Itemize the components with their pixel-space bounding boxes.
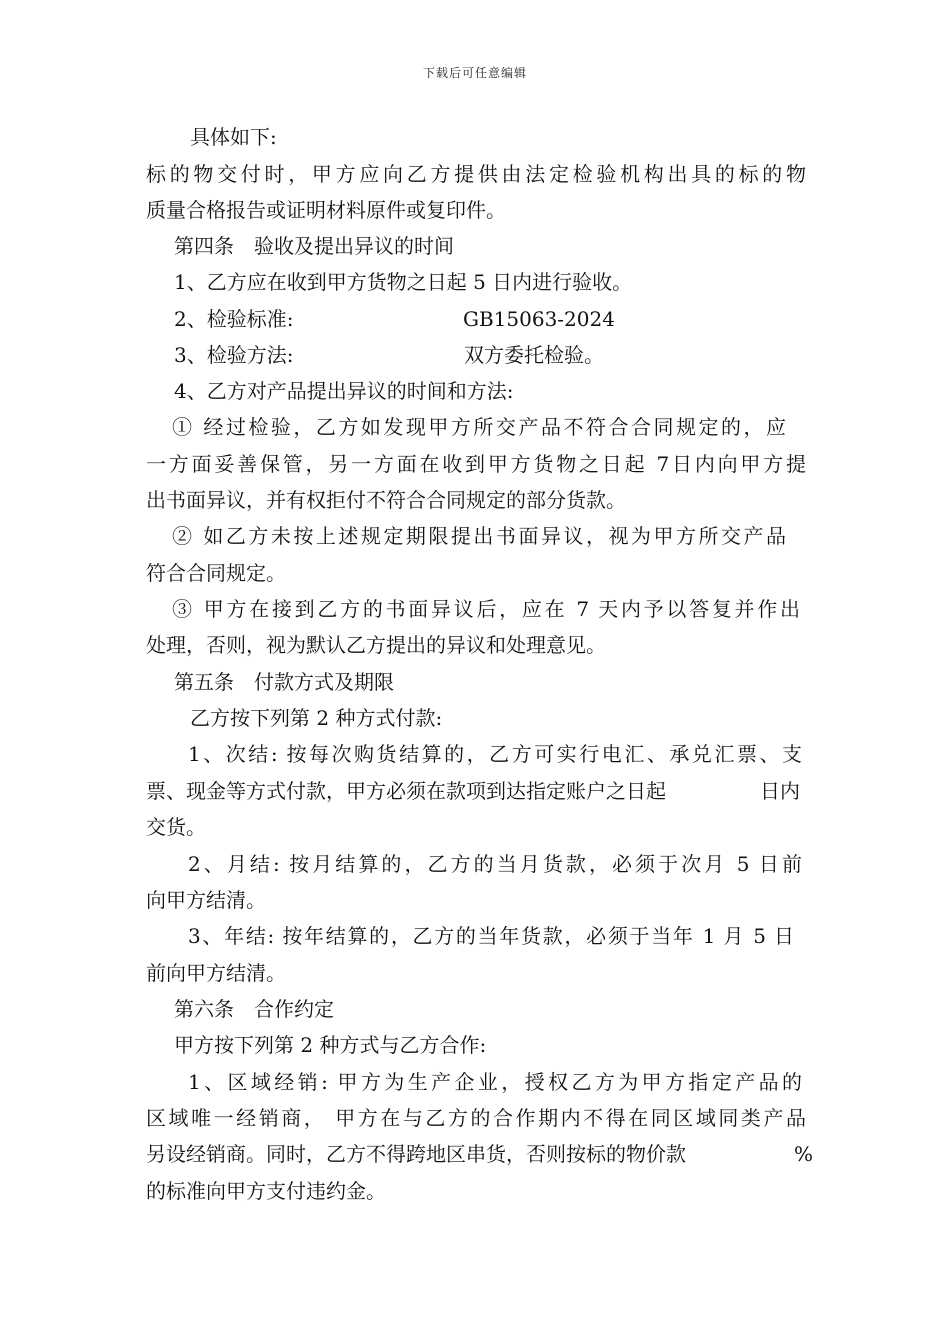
text-line: 标的物交付时，甲方应向乙方提供由法定检验机构出具的标的物 [146, 162, 806, 186]
field-value: GB15063-2024 [463, 307, 615, 331]
text-line: 1、乙方应在收到甲方货物之日起 5 日内进行验收。 [174, 270, 633, 294]
text-line: ② 如乙方未按上述规定期限提出书面异议，视为甲方所交产品 [172, 524, 786, 548]
text-line: 的标准向甲方支付违约金。 [146, 1179, 386, 1203]
field-label: 3、检验方法: [174, 343, 294, 367]
text-line: 票、现金等方式付款，甲方必须在款项到达指定账户之日起 [146, 779, 666, 803]
text-line: 另设经销商。同时，乙方不得跨地区串货，否则按标的物价款 [146, 1142, 686, 1166]
text-line: 一方面妥善保管，另一方面在收到甲方货物之日起 7日内向甲方提 [146, 452, 806, 476]
text-line: ③ 甲方在接到乙方的书面异议后，应在 7 天内予以答复并作出 [172, 597, 800, 621]
text-line: 前向甲方结清。 [146, 961, 286, 985]
text-line: 4、乙方对产品提出异议的时间和方法: [174, 379, 514, 403]
text-line: 符合合同规定。 [146, 561, 286, 585]
text-line: 出书面异议，并有权拒付不符合合同规定的部分货款。 [146, 488, 626, 512]
text-line: 1、区域经销: 甲方为生产企业，授权乙方为甲方指定产品的 [188, 1070, 802, 1094]
text-line: 具体如下: [190, 125, 277, 149]
text-line: 甲方按下列第 2 种方式与乙方合作: [174, 1033, 487, 1057]
text-line: 3、年结: 按年结算的，乙方的当年货款，必须于当年 1 月 5 日 [188, 924, 794, 948]
text-line: 乙方按下列第 2 种方式付款: [190, 706, 443, 730]
text-line: 区域唯一经销商， 甲方在与乙方的合作期内不得在同区域同类产品 [146, 1106, 806, 1130]
text-line: 2、月结: 按月结算的，乙方的当月货款，必须于次月 5 日前 [188, 852, 802, 876]
text-line: 交货。 [146, 815, 206, 839]
section-heading: 第五条 付款方式及期限 [174, 670, 394, 694]
text-line: 日内 [760, 779, 800, 803]
section-heading: 第六条 合作约定 [174, 997, 334, 1021]
field-label: 2、检验标准: [174, 307, 294, 331]
text-line: % [794, 1142, 814, 1166]
text-line: ① 经过检验，乙方如发现甲方所交产品不符合合同规定的，应 [172, 415, 786, 439]
section-heading: 第四条 验收及提出异议的时间 [174, 234, 454, 258]
page-header: 下载后可任意编辑 [422, 66, 527, 80]
text-line: 质量合格报告或证明材料原件或复印件。 [146, 198, 506, 222]
text-line: 处理，否则，视为默认乙方提出的异议和处理意见。 [146, 633, 606, 657]
text-line: 1、次结: 按每次购货结算的，乙方可实行电汇、承兑汇票、支 [188, 742, 802, 766]
field-value: 双方委托检验。 [464, 343, 604, 367]
text-line: 向甲方结清。 [146, 888, 266, 912]
